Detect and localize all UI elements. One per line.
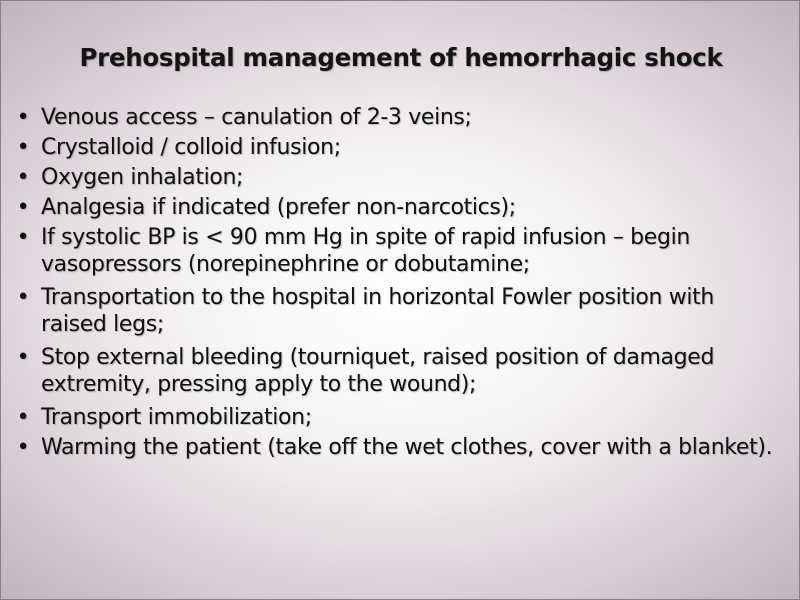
bullet-item	[14, 344, 786, 398]
bullet-item	[14, 434, 786, 461]
bullet-icon: •	[16, 165, 30, 190]
bullet-icon: •	[16, 105, 30, 130]
bullet-icon: •	[16, 345, 30, 370]
bullet-item	[14, 284, 786, 338]
bullet-text: Transportation to the hospital in horizontal Fowler position with raised legs;	[41, 285, 715, 337]
bullet-item	[14, 224, 786, 278]
bullet-text: Crystalloid / colloid infusion;	[41, 135, 341, 160]
bullet-icon: •	[16, 135, 30, 160]
bullet-item	[14, 104, 786, 131]
bullet-item	[14, 404, 786, 431]
bullet-text: Venous access – canulation of 2-3 veins;	[41, 105, 472, 130]
bullet-icon: •	[16, 285, 30, 310]
bullet-icon: •	[16, 435, 30, 460]
bullet-icon: •	[16, 195, 30, 220]
bullet-text: If systolic BP is < 90 mm Hg in spite of rapid infusion – begin vasopressors (norepinephrine or dobutamine;	[41, 225, 690, 277]
bullet-icon: •	[16, 225, 30, 250]
bullet-item	[14, 164, 786, 191]
bullet-icon: •	[16, 405, 30, 430]
slide-title: Prehospital management of hemorrhagic shock	[79, 43, 723, 72]
bullet-list	[14, 104, 786, 467]
bullet-text: Stop external bleeding (tourniquet, raised position of damaged extremity, pressing apply to the wound);	[41, 345, 715, 397]
bullet-item	[14, 134, 786, 161]
bullet-text: Warming the patient (take off the wet clothes, cover with a blanket).	[41, 435, 773, 460]
bullet-item	[14, 194, 786, 221]
bullet-text: Transport immobilization;	[41, 405, 312, 430]
bullet-text: Analgesia if indicated (prefer non-narcotics);	[41, 195, 516, 220]
bullet-text: Oxygen inhalation;	[41, 165, 244, 190]
